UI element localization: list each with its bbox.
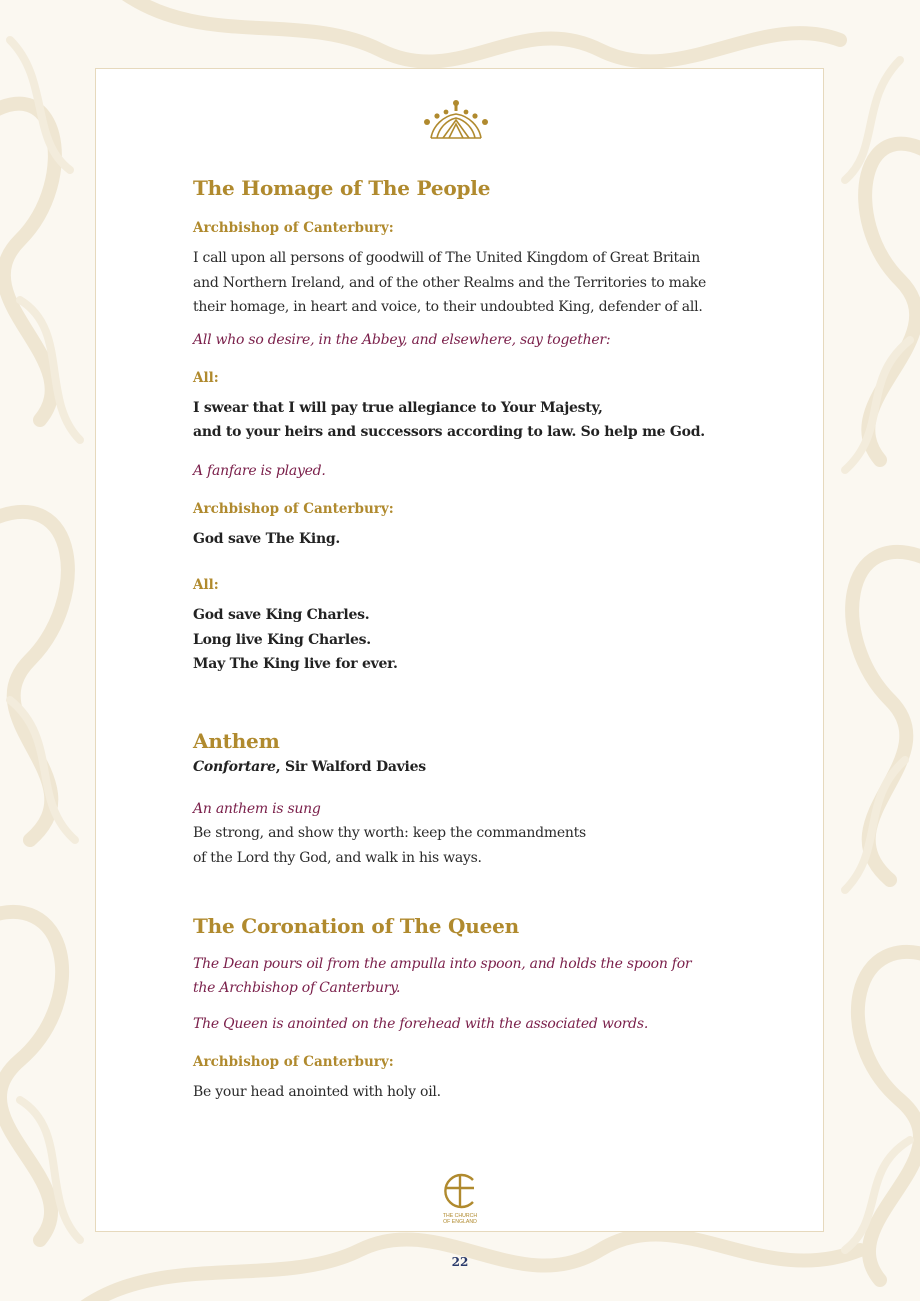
- order-of-service-content: [193, 174, 753, 1105]
- homage-speaker-all-2: All:: [193, 577, 219, 593]
- text-line: of the Lord thy God, and walk in his ways.: [193, 849, 482, 866]
- anthem-rubric: An anthem is sung: [193, 801, 321, 817]
- anthem-text: [193, 821, 753, 870]
- text-line: their homage, in heart and voice, to their undoubted King, defender of all.: [193, 299, 703, 315]
- text-line: Long live King Charles.: [193, 631, 371, 648]
- text-line: Be strong, and show thy worth: keep the commandments: [193, 825, 586, 841]
- homage-call-text: [193, 246, 753, 320]
- text-line: May The King live for ever.: [193, 656, 398, 672]
- church-of-england-logo: [436, 1170, 484, 1228]
- anointing-rubric-queen: The Queen is anointed on the forehead with the associated words.: [193, 1016, 649, 1032]
- anointing-words: Be your head anointed with holy oil.: [193, 1084, 441, 1100]
- crown-icon: [423, 98, 489, 142]
- coronation-title: The Coronation of The Queen: [193, 914, 519, 938]
- text-line: I swear that I will pay true allegiance to Your Majesty,: [193, 399, 603, 416]
- anointing-rubric-dean: [193, 952, 753, 1000]
- allegiance-oath-text: [193, 396, 753, 445]
- homage-speaker-archbishop-2: Archbishop of Canterbury:: [193, 500, 394, 517]
- coronation-speaker-archbishop: Archbishop of Canterbury:: [193, 1054, 394, 1070]
- anthem-work-credit: [193, 755, 753, 780]
- text-line: the Archbishop of Canterbury.: [193, 980, 401, 996]
- homage-speaker-all: All:: [193, 369, 219, 386]
- text-line: and Northern Ireland, and of the other Realms and the Territories to make: [193, 274, 707, 291]
- homage-rubric-say-together: All who so desire, in the Abbey, and elsewhere, say together:: [193, 331, 611, 348]
- anthem-title: Anthem: [193, 728, 280, 753]
- logo-line-1: THE CHURCH: [442, 1213, 478, 1219]
- anthem-composer: , Sir Walford Davies: [275, 758, 426, 775]
- text-line: The Dean pours oil from the ampulla into spoon, and holds the spoon for: [193, 956, 692, 972]
- text-line: and to your heirs and successors according to law. So help me God.: [193, 424, 705, 440]
- logo-line-2: OF ENGLAND: [443, 1219, 477, 1225]
- god-save-the-king-text: God save The King.: [193, 530, 341, 547]
- acclamation-text: [193, 603, 753, 677]
- fanfare-rubric: A fanfare is played.: [193, 462, 326, 479]
- homage-title: The Homage of The People: [193, 176, 491, 200]
- page-number: 22: [451, 1255, 469, 1269]
- homage-speaker-archbishop: Archbishop of Canterbury:: [193, 220, 394, 236]
- text-line: God save King Charles.: [193, 607, 370, 623]
- text-line: I call upon all persons of goodwill of The United Kingdom of Great Britain: [193, 250, 700, 266]
- anthem-work-title: Confortare: [193, 758, 276, 775]
